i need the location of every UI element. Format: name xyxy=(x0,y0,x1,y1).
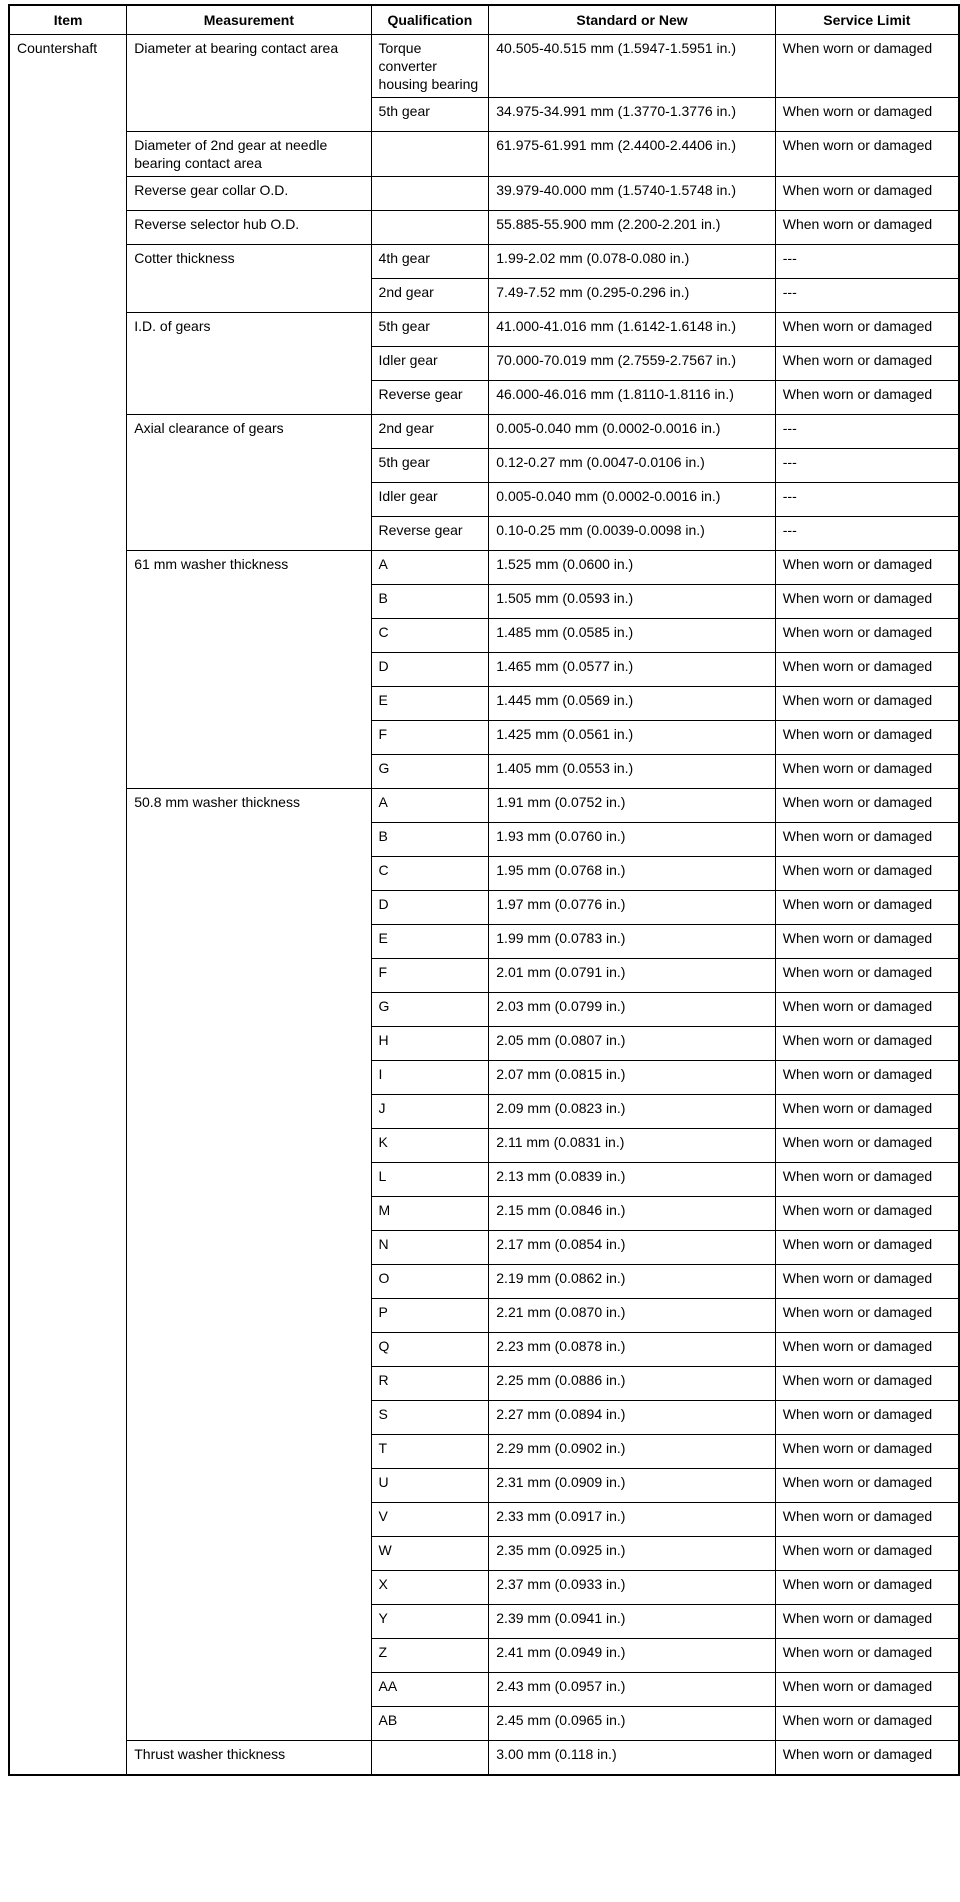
qualification-cell: U xyxy=(371,1469,489,1503)
standard-cell: 34.975-34.991 mm (1.3770-1.3776 in.) xyxy=(489,98,775,132)
service-limit-cell: When worn or damaged xyxy=(775,619,959,653)
table-row xyxy=(9,789,959,823)
qualification-cell: W xyxy=(371,1537,489,1571)
standard-cell: 2.03 mm (0.0799 in.) xyxy=(489,993,775,1027)
standard-cell: 2.25 mm (0.0886 in.) xyxy=(489,1367,775,1401)
qualification-cell: B xyxy=(371,823,489,857)
standard-cell: 1.99 mm (0.0783 in.) xyxy=(489,925,775,959)
qualification-cell: 2nd gear xyxy=(371,415,489,449)
standard-cell: 2.33 mm (0.0917 in.) xyxy=(489,1503,775,1537)
qualification-cell xyxy=(371,177,489,211)
qualification-cell: C xyxy=(371,619,489,653)
measurement-cell: Reverse gear collar O.D. xyxy=(127,177,371,211)
qualification-cell: Z xyxy=(371,1639,489,1673)
standard-cell: 2.17 mm (0.0854 in.) xyxy=(489,1231,775,1265)
measurement-cell: Thrust washer thickness xyxy=(127,1741,371,1776)
qualification-cell: AB xyxy=(371,1707,489,1741)
qualification-cell: 5th gear xyxy=(371,449,489,483)
standard-cell: 1.425 mm (0.0561 in.) xyxy=(489,721,775,755)
service-limit-cell: When worn or damaged xyxy=(775,98,959,132)
table-row xyxy=(9,415,959,449)
service-limit-cell: When worn or damaged xyxy=(775,1367,959,1401)
service-limit-cell: When worn or damaged xyxy=(775,313,959,347)
qualification-cell: X xyxy=(371,1571,489,1605)
qualification-cell: A xyxy=(371,551,489,585)
table-row xyxy=(9,35,959,98)
qualification-cell: Q xyxy=(371,1333,489,1367)
qualification-cell xyxy=(371,1741,489,1776)
standard-cell: 2.19 mm (0.0862 in.) xyxy=(489,1265,775,1299)
qualification-cell: C xyxy=(371,857,489,891)
standard-cell: 2.27 mm (0.0894 in.) xyxy=(489,1401,775,1435)
qualification-cell: O xyxy=(371,1265,489,1299)
service-limit-cell: When worn or damaged xyxy=(775,1095,959,1129)
qualification-cell: 5th gear xyxy=(371,98,489,132)
service-limit-cell: When worn or damaged xyxy=(775,1401,959,1435)
service-limit-cell: --- xyxy=(775,279,959,313)
service-limit-cell: When worn or damaged xyxy=(775,1231,959,1265)
standard-cell: 2.21 mm (0.0870 in.) xyxy=(489,1299,775,1333)
standard-cell: 1.505 mm (0.0593 in.) xyxy=(489,585,775,619)
qualification-cell: P xyxy=(371,1299,489,1333)
service-limit-cell: When worn or damaged xyxy=(775,721,959,755)
service-limit-cell: When worn or damaged xyxy=(775,755,959,789)
standard-cell: 39.979-40.000 mm (1.5740-1.5748 in.) xyxy=(489,177,775,211)
standard-cell: 1.465 mm (0.0577 in.) xyxy=(489,653,775,687)
qualification-cell: H xyxy=(371,1027,489,1061)
standard-cell: 1.445 mm (0.0569 in.) xyxy=(489,687,775,721)
measurement-cell: Axial clearance of gears xyxy=(127,415,371,551)
qualification-cell: G xyxy=(371,755,489,789)
standard-cell: 2.37 mm (0.0933 in.) xyxy=(489,1571,775,1605)
service-limit-cell: When worn or damaged xyxy=(775,1197,959,1231)
service-limit-cell: When worn or damaged xyxy=(775,687,959,721)
standard-cell: 2.15 mm (0.0846 in.) xyxy=(489,1197,775,1231)
standard-cell: 2.11 mm (0.0831 in.) xyxy=(489,1129,775,1163)
standard-cell: 0.005-0.040 mm (0.0002-0.0016 in.) xyxy=(489,483,775,517)
service-limit-cell: When worn or damaged xyxy=(775,1707,959,1741)
service-limit-cell: --- xyxy=(775,517,959,551)
service-limit-cell: When worn or damaged xyxy=(775,35,959,98)
measurement-cell: 61 mm washer thickness xyxy=(127,551,371,789)
service-limit-cell: When worn or damaged xyxy=(775,1163,959,1197)
qualification-cell: 5th gear xyxy=(371,313,489,347)
qualification-cell: Idler gear xyxy=(371,347,489,381)
standard-cell: 1.405 mm (0.0553 in.) xyxy=(489,755,775,789)
standard-cell: 70.000-70.019 mm (2.7559-2.7567 in.) xyxy=(489,347,775,381)
service-limit-cell: When worn or damaged xyxy=(775,177,959,211)
header-standard: Standard or New xyxy=(489,5,775,35)
service-limit-cell: When worn or damaged xyxy=(775,1537,959,1571)
standard-cell: 2.39 mm (0.0941 in.) xyxy=(489,1605,775,1639)
service-limit-cell: --- xyxy=(775,415,959,449)
header-qualification: Qualification xyxy=(371,5,489,35)
qualification-cell: E xyxy=(371,925,489,959)
qualification-cell: K xyxy=(371,1129,489,1163)
table-row xyxy=(9,245,959,279)
standard-cell: 2.43 mm (0.0957 in.) xyxy=(489,1673,775,1707)
service-limit-cell: When worn or damaged xyxy=(775,347,959,381)
qualification-cell: 4th gear xyxy=(371,245,489,279)
qualification-cell: M xyxy=(371,1197,489,1231)
standard-cell: 3.00 mm (0.118 in.) xyxy=(489,1741,775,1776)
service-limit-cell: When worn or damaged xyxy=(775,585,959,619)
qualification-cell: N xyxy=(371,1231,489,1265)
table-row xyxy=(9,211,959,245)
standard-cell: 0.005-0.040 mm (0.0002-0.0016 in.) xyxy=(489,415,775,449)
standard-cell: 2.09 mm (0.0823 in.) xyxy=(489,1095,775,1129)
measurement-cell: I.D. of gears xyxy=(127,313,371,415)
qualification-cell: F xyxy=(371,721,489,755)
standard-cell: 55.885-55.900 mm (2.200-2.201 in.) xyxy=(489,211,775,245)
header-row xyxy=(9,5,959,35)
service-limit-cell: When worn or damaged xyxy=(775,1265,959,1299)
table-row xyxy=(9,551,959,585)
service-limit-cell: When worn or damaged xyxy=(775,1503,959,1537)
service-limit-cell: When worn or damaged xyxy=(775,1571,959,1605)
qualification-cell: Y xyxy=(371,1605,489,1639)
service-limit-cell: When worn or damaged xyxy=(775,1435,959,1469)
qualification-cell: J xyxy=(371,1095,489,1129)
qualification-cell: R xyxy=(371,1367,489,1401)
standard-cell: 40.505-40.515 mm (1.5947-1.5951 in.) xyxy=(489,35,775,98)
table-row xyxy=(9,132,959,177)
service-limit-cell: When worn or damaged xyxy=(775,891,959,925)
service-limit-cell: When worn or damaged xyxy=(775,132,959,177)
standard-cell: 1.95 mm (0.0768 in.) xyxy=(489,857,775,891)
spec-table xyxy=(8,4,960,1776)
service-limit-cell: When worn or damaged xyxy=(775,823,959,857)
service-limit-cell: When worn or damaged xyxy=(775,789,959,823)
table-row xyxy=(9,313,959,347)
service-limit-cell: When worn or damaged xyxy=(775,551,959,585)
service-limit-cell: When worn or damaged xyxy=(775,1673,959,1707)
qualification-cell: G xyxy=(371,993,489,1027)
qualification-cell: D xyxy=(371,653,489,687)
qualification-cell: AA xyxy=(371,1673,489,1707)
service-limit-cell: When worn or damaged xyxy=(775,1333,959,1367)
qualification-cell: L xyxy=(371,1163,489,1197)
qualification-cell: D xyxy=(371,891,489,925)
service-limit-cell: When worn or damaged xyxy=(775,925,959,959)
standard-cell: 2.07 mm (0.0815 in.) xyxy=(489,1061,775,1095)
header-item: Item xyxy=(9,5,127,35)
service-limit-cell: --- xyxy=(775,483,959,517)
qualification-cell: Reverse gear xyxy=(371,381,489,415)
service-limit-cell: When worn or damaged xyxy=(775,381,959,415)
standard-cell: 2.01 mm (0.0791 in.) xyxy=(489,959,775,993)
standard-cell: 0.10-0.25 mm (0.0039-0.0098 in.) xyxy=(489,517,775,551)
standard-cell: 61.975-61.991 mm (2.4400-2.4406 in.) xyxy=(489,132,775,177)
qualification-cell: Torque converter housing bearing xyxy=(371,35,489,98)
measurement-cell: Diameter of 2nd gear at needle bearing contact area xyxy=(127,132,371,177)
measurement-cell: Cotter thickness xyxy=(127,245,371,313)
standard-cell: 2.05 mm (0.0807 in.) xyxy=(489,1027,775,1061)
qualification-cell: S xyxy=(371,1401,489,1435)
table-row xyxy=(9,177,959,211)
service-limit-cell: When worn or damaged xyxy=(775,1469,959,1503)
service-limit-cell: When worn or damaged xyxy=(775,1299,959,1333)
service-limit-cell: When worn or damaged xyxy=(775,653,959,687)
service-limit-cell: When worn or damaged xyxy=(775,1027,959,1061)
qualification-cell: T xyxy=(371,1435,489,1469)
service-limit-cell: --- xyxy=(775,245,959,279)
table-row xyxy=(9,1741,959,1776)
service-limit-cell: When worn or damaged xyxy=(775,1129,959,1163)
standard-cell: 0.12-0.27 mm (0.0047-0.0106 in.) xyxy=(489,449,775,483)
standard-cell: 2.41 mm (0.0949 in.) xyxy=(489,1639,775,1673)
qualification-cell: F xyxy=(371,959,489,993)
qualification-cell xyxy=(371,132,489,177)
service-limit-cell: When worn or damaged xyxy=(775,857,959,891)
qualification-cell: V xyxy=(371,1503,489,1537)
standard-cell: 1.525 mm (0.0600 in.) xyxy=(489,551,775,585)
standard-cell: 7.49-7.52 mm (0.295-0.296 in.) xyxy=(489,279,775,313)
service-limit-cell: When worn or damaged xyxy=(775,993,959,1027)
service-limit-cell: When worn or damaged xyxy=(775,1061,959,1095)
service-limit-cell: When worn or damaged xyxy=(775,959,959,993)
qualification-cell: Reverse gear xyxy=(371,517,489,551)
measurement-cell: Diameter at bearing contact area xyxy=(127,35,371,132)
standard-cell: 1.485 mm (0.0585 in.) xyxy=(489,619,775,653)
header-measurement: Measurement xyxy=(127,5,371,35)
service-limit-cell: When worn or damaged xyxy=(775,1639,959,1673)
item-cell: Countershaft xyxy=(9,35,127,1776)
standard-cell: 1.99-2.02 mm (0.078-0.080 in.) xyxy=(489,245,775,279)
qualification-cell: I xyxy=(371,1061,489,1095)
header-service-limit: Service Limit xyxy=(775,5,959,35)
measurement-cell: Reverse selector hub O.D. xyxy=(127,211,371,245)
standard-cell: 2.31 mm (0.0909 in.) xyxy=(489,1469,775,1503)
standard-cell: 41.000-41.016 mm (1.6142-1.6148 in.) xyxy=(489,313,775,347)
service-limit-cell: When worn or damaged xyxy=(775,1741,959,1776)
measurement-cell: 50.8 mm washer thickness xyxy=(127,789,371,1741)
qualification-cell: A xyxy=(371,789,489,823)
standard-cell: 46.000-46.016 mm (1.8110-1.8116 in.) xyxy=(489,381,775,415)
qualification-cell xyxy=(371,211,489,245)
standard-cell: 1.91 mm (0.0752 in.) xyxy=(489,789,775,823)
service-limit-cell: When worn or damaged xyxy=(775,211,959,245)
standard-cell: 1.93 mm (0.0760 in.) xyxy=(489,823,775,857)
qualification-cell: 2nd gear xyxy=(371,279,489,313)
qualification-cell: B xyxy=(371,585,489,619)
spec-body xyxy=(9,35,959,1776)
standard-cell: 2.13 mm (0.0839 in.) xyxy=(489,1163,775,1197)
qualification-cell: E xyxy=(371,687,489,721)
qualification-cell: Idler gear xyxy=(371,483,489,517)
standard-cell: 2.23 mm (0.0878 in.) xyxy=(489,1333,775,1367)
service-limit-cell: When worn or damaged xyxy=(775,1605,959,1639)
standard-cell: 2.45 mm (0.0965 in.) xyxy=(489,1707,775,1741)
service-limit-cell: --- xyxy=(775,449,959,483)
standard-cell: 2.29 mm (0.0902 in.) xyxy=(489,1435,775,1469)
standard-cell: 2.35 mm (0.0925 in.) xyxy=(489,1537,775,1571)
standard-cell: 1.97 mm (0.0776 in.) xyxy=(489,891,775,925)
